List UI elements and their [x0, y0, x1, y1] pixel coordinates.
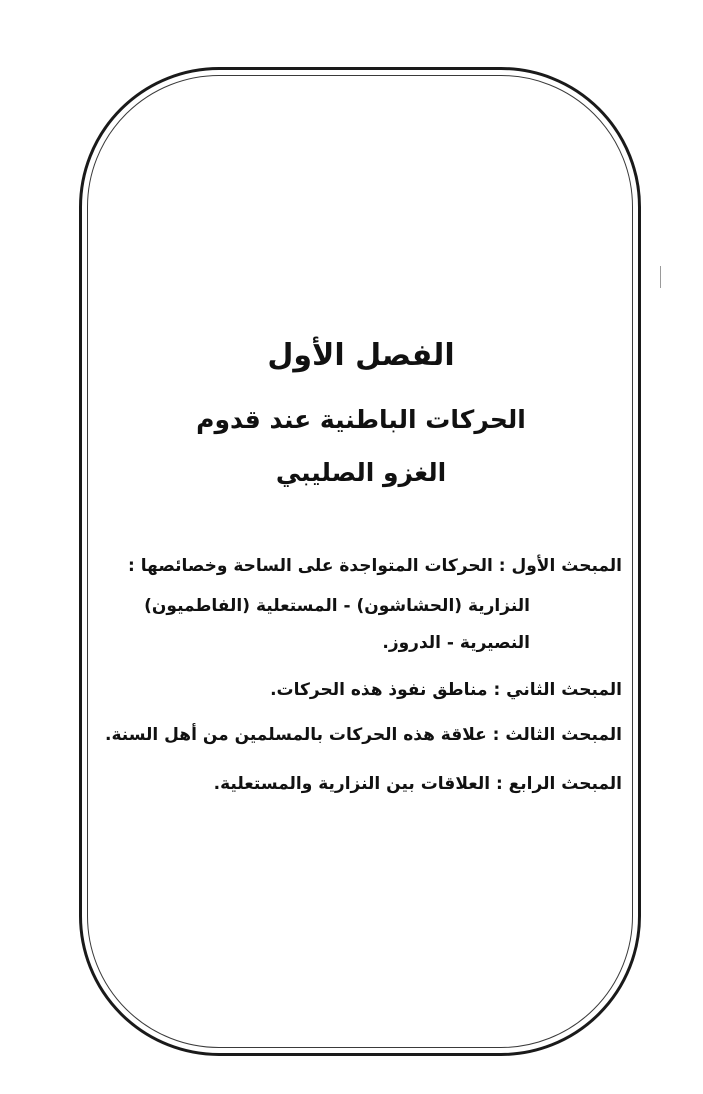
section-1-subitems-line-1: النزارية (الحشاشون) - المستعلية (الفاطميون) [144, 596, 530, 616]
section-1-heading: المبحث الأول : الحركات المتواجدة على الساحة وخصائصها : [128, 556, 622, 576]
chapter-subtitle-line-1: الحركات الباطنية عند قدوم [196, 405, 526, 434]
chapter-subtitle-line-2: الغزو الصليبي [275, 458, 447, 487]
section-4-heading: المبحث الرابع : العلاقات بين النزارية والمستعلية. [213, 774, 622, 794]
section-1-subitems-line-2: النصيرية - الدروز. [382, 633, 530, 653]
section-3-heading: المبحث الثالث : علاقة هذه الحركات بالمسلمين من أهل السنة. [104, 725, 622, 745]
chapter-page [100, 0, 622, 1094]
scan-edge-mark [660, 266, 661, 288]
section-2-heading: المبحث الثاني : مناطق نفوذ هذه الحركات. [270, 680, 622, 700]
chapter-title: الفصل الأول [267, 338, 455, 373]
